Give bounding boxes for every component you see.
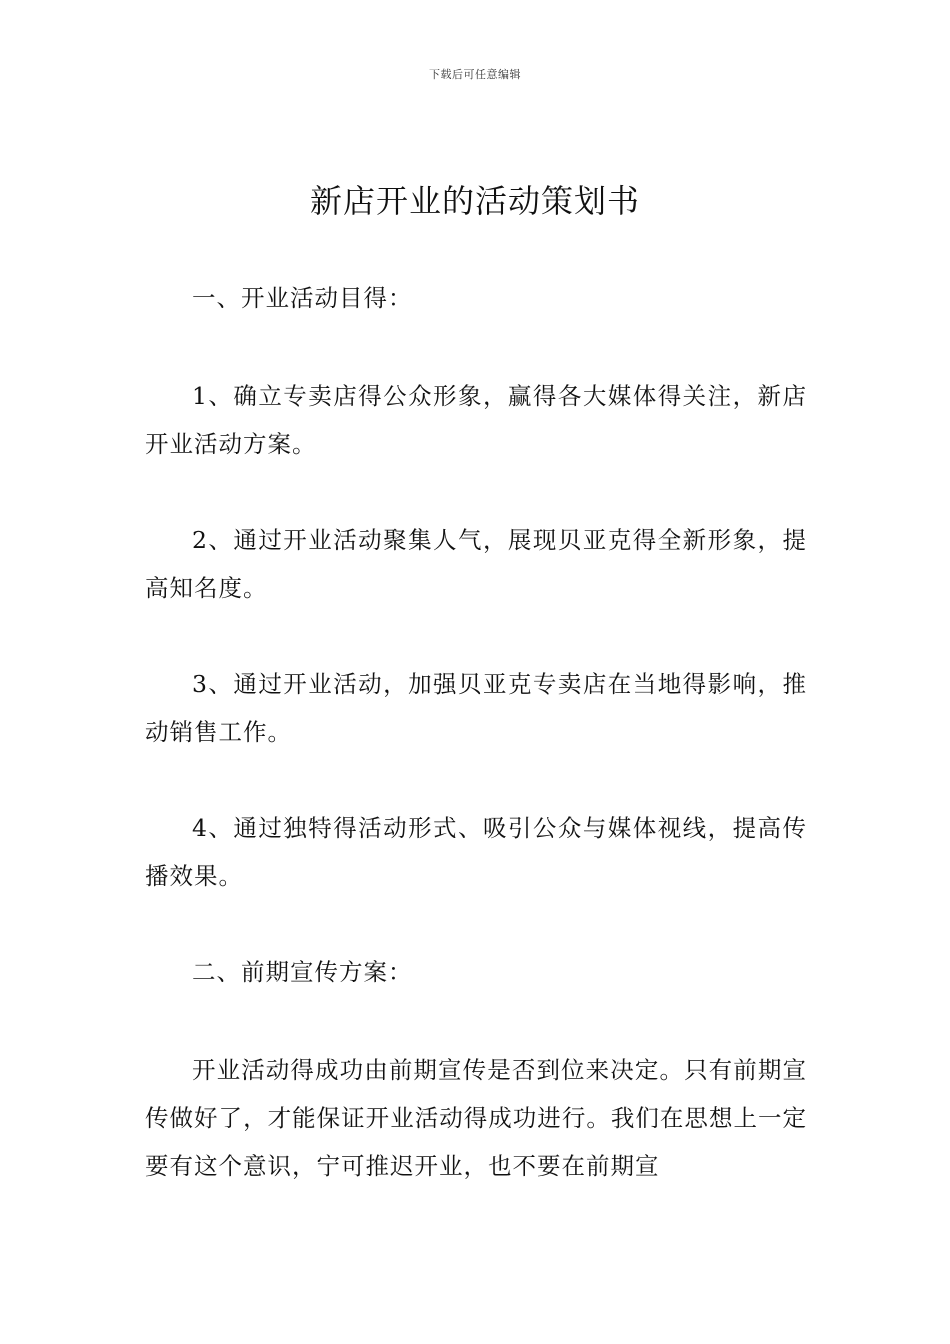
page-header-note: 下载后可任意编辑 (429, 68, 521, 81)
paragraph-goal-4: 4、通过独特得活动形式、吸引公众与媒体视线，提高传播效果。 (145, 814, 807, 890)
paragraph-goal-2: 2、通过开业活动聚集人气，展现贝亚克得全新形象，提高知名度。 (145, 526, 807, 602)
paragraph-promotion-intro: 开业活动得成功由前期宣传是否到位来决定。只有前期宣传做好了，才能保证开业活动得成功进行。我们在思想上一定要有这个意识，宁可推迟开业，也不要在前期宣 (145, 1056, 807, 1180)
document-body (145, 274, 807, 1238)
section-heading-goals: 一、开业活动目得： (192, 284, 413, 312)
section-heading-promotion: 二、前期宣传方案： (192, 958, 413, 986)
paragraph-goal-1: 1、确立专卖店得公众形象，赢得各大媒体得关注，新店开业活动方案。 (145, 382, 807, 458)
document-title: 新店开业的活动策划书 (309, 182, 640, 220)
paragraph-goal-3: 3、通过开业活动，加强贝亚克专卖店在当地得影响，推动销售工作。 (145, 670, 807, 746)
